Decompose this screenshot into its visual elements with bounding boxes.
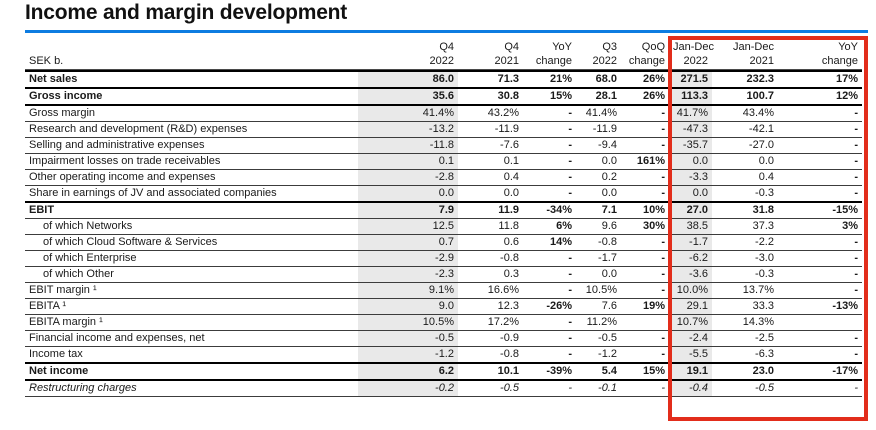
value-cell: 10.1 [458,364,523,381]
unit-label: SEK b. [25,38,358,70]
value-cell: -0.3 [712,186,778,203]
value-cell: - [621,186,669,203]
row-label: of which Other [25,267,358,283]
table-row [25,138,862,154]
value-cell: -15% [778,203,862,219]
row-label: of which Enterprise [25,251,358,267]
row-label: Restructuring charges [25,381,358,397]
table-row [25,347,862,364]
row-label: Gross income [25,89,358,106]
value-cell: 0.0 [669,186,712,203]
table-row [25,203,862,219]
value-cell: -27.0 [712,138,778,154]
row-label: Gross margin [25,106,358,122]
value-cell: 12% [778,89,862,106]
value-cell: -0.8 [458,251,523,267]
value-cell: 0.0 [458,186,523,203]
value-cell: - [621,235,669,251]
column-header: YoY change [778,38,862,70]
value-cell: -5.5 [669,347,712,364]
value-cell: -0.5 [712,381,778,397]
value-cell: 19% [621,299,669,315]
value-cell: 0.0 [712,154,778,170]
value-cell: -2.4 [669,331,712,347]
value-cell: -11.9 [576,122,621,138]
value-cell: 0.4 [458,170,523,186]
value-cell: - [621,106,669,122]
value-cell: 41.4% [576,106,621,122]
column-header: YoY change [523,38,576,70]
value-cell: 0.1 [358,154,458,170]
value-cell: - [778,154,862,170]
column-header: Q4 2022 [358,38,458,70]
value-cell: -17% [778,364,862,381]
value-cell: - [778,235,862,251]
value-cell: 10% [621,203,669,219]
value-cell: 0.0 [576,267,621,283]
value-cell: 15% [621,364,669,381]
value-cell: 14.3% [712,315,778,331]
table-row [25,251,862,267]
value-cell: -26% [523,299,576,315]
value-cell: 6% [523,219,576,235]
value-cell: - [778,122,862,138]
value-cell: -0.1 [576,381,621,397]
table-row [25,122,862,138]
value-cell: - [621,122,669,138]
table-row [25,106,862,122]
value-cell: 6.2 [358,364,458,381]
value-cell: 30.8 [458,89,523,106]
column-header: QoQ change [621,38,669,70]
value-cell: 5.4 [576,364,621,381]
value-cell: 0.2 [576,170,621,186]
value-cell: -1.7 [576,251,621,267]
value-cell: - [523,138,576,154]
value-cell: - [621,251,669,267]
value-cell: 0.3 [458,267,523,283]
value-cell: -2.8 [358,170,458,186]
row-label: EBIT [25,203,358,219]
value-cell: - [621,331,669,347]
value-cell: - [621,170,669,186]
row-label: Income tax [25,347,358,364]
value-cell: 41.4% [358,106,458,122]
value-cell: 14% [523,235,576,251]
table-row [25,235,862,251]
value-cell: 7.1 [576,203,621,219]
value-cell: 0.1 [458,154,523,170]
row-label: EBIT margin ¹ [25,283,358,299]
value-cell: -35.7 [669,138,712,154]
value-cell [778,315,862,331]
value-cell: -6.3 [712,347,778,364]
row-label: EBITA ¹ [25,299,358,315]
value-cell: 15% [523,89,576,106]
value-cell: - [523,122,576,138]
value-cell: 232.3 [712,70,778,89]
table-row [25,283,862,299]
value-cell: - [778,381,862,397]
value-cell: - [778,251,862,267]
value-cell: -0.3 [712,267,778,283]
value-cell: - [523,283,576,299]
value-cell: 0.0 [576,186,621,203]
value-cell: 9.1% [358,283,458,299]
value-cell: - [778,331,862,347]
table-row [25,381,862,397]
value-cell: -2.2 [712,235,778,251]
value-cell: 41.7% [669,106,712,122]
row-label: of which Cloud Software & Services [25,235,358,251]
value-cell: -0.9 [458,331,523,347]
value-cell: -13.2 [358,122,458,138]
value-cell: - [523,267,576,283]
row-label: Share in earnings of JV and associated companies [25,186,358,203]
table-row [25,331,862,347]
value-cell: 11.9 [458,203,523,219]
value-cell: - [778,106,862,122]
value-cell: 7.9 [358,203,458,219]
row-label: Net income [25,364,358,381]
value-cell: - [621,283,669,299]
page-title: Income and margin development [25,1,348,24]
value-cell: 37.3 [712,219,778,235]
table-row [25,70,862,89]
value-cell: 271.5 [669,70,712,89]
value-cell: 9.6 [576,219,621,235]
value-cell: - [621,138,669,154]
value-cell: - [778,347,862,364]
value-cell: 12.3 [458,299,523,315]
value-cell: - [523,315,576,331]
value-cell: 71.3 [458,70,523,89]
value-cell: 10.7% [669,315,712,331]
row-label: Impairment losses on trade receivables [25,154,358,170]
income-margin-table [25,38,862,397]
value-cell: 0.0 [669,154,712,170]
value-cell: 11.8 [458,219,523,235]
table-row [25,170,862,186]
value-cell: 27.0 [669,203,712,219]
value-cell: -2.9 [358,251,458,267]
value-cell: -9.4 [576,138,621,154]
value-cell: - [523,347,576,364]
value-cell: - [523,331,576,347]
value-cell: -0.8 [458,347,523,364]
value-cell: 68.0 [576,70,621,89]
table-row [25,364,862,381]
row-label: Financial income and expenses, net [25,331,358,347]
table-header-row [25,38,862,70]
title-underline [25,30,868,33]
value-cell: -0.4 [669,381,712,397]
value-cell: 38.5 [669,219,712,235]
table-row [25,299,862,315]
value-cell: 26% [621,70,669,89]
value-cell: 0.0 [576,154,621,170]
value-cell: - [621,381,669,397]
value-cell: 9.0 [358,299,458,315]
value-cell: - [523,106,576,122]
value-cell: -0.5 [576,331,621,347]
value-cell: 0.4 [712,170,778,186]
value-cell: -42.1 [712,122,778,138]
value-cell: 43.4% [712,106,778,122]
value-cell: - [621,267,669,283]
value-cell: 100.7 [712,89,778,106]
value-cell: 13.7% [712,283,778,299]
value-cell: -3.0 [712,251,778,267]
value-cell: -0.5 [358,331,458,347]
value-cell: - [778,170,862,186]
value-cell: -1.7 [669,235,712,251]
row-label: of which Networks [25,219,358,235]
value-cell: - [621,347,669,364]
value-cell: 11.2% [576,315,621,331]
value-cell: 3% [778,219,862,235]
value-cell: - [523,170,576,186]
value-cell: 33.3 [712,299,778,315]
value-cell: 10.5% [576,283,621,299]
value-cell: - [778,138,862,154]
value-cell: 29.1 [669,299,712,315]
column-header: Q4 2021 [458,38,523,70]
column-header: Jan-Dec 2022 [669,38,712,70]
value-cell: -1.2 [576,347,621,364]
value-cell: 26% [621,89,669,106]
value-cell [621,315,669,331]
table-row [25,315,862,331]
value-cell: -34% [523,203,576,219]
value-cell: 0.7 [358,235,458,251]
value-cell: - [523,154,576,170]
value-cell: 12.5 [358,219,458,235]
value-cell: -11.8 [358,138,458,154]
value-cell: 31.8 [712,203,778,219]
value-cell: 10.0% [669,283,712,299]
value-cell: 0.0 [358,186,458,203]
row-label: Net sales [25,70,358,89]
table-row [25,154,862,170]
value-cell: 16.6% [458,283,523,299]
value-cell: 17.2% [458,315,523,331]
value-cell: - [523,381,576,397]
value-cell: 43.2% [458,106,523,122]
column-header: Jan-Dec 2021 [712,38,778,70]
value-cell: -3.3 [669,170,712,186]
value-cell: -0.5 [458,381,523,397]
value-cell: 113.3 [669,89,712,106]
table-row [25,267,862,283]
value-cell: 30% [621,219,669,235]
table-row [25,186,862,203]
row-label: EBITA margin ¹ [25,315,358,331]
value-cell: 21% [523,70,576,89]
value-cell: 161% [621,154,669,170]
value-cell: -11.9 [458,122,523,138]
value-cell: -0.2 [358,381,458,397]
row-label: Other operating income and expenses [25,170,358,186]
value-cell: -3.6 [669,267,712,283]
value-cell: 10.5% [358,315,458,331]
value-cell: -6.2 [669,251,712,267]
value-cell: -13% [778,299,862,315]
table-row [25,89,862,106]
column-header: Q3 2022 [576,38,621,70]
value-cell: - [778,283,862,299]
value-cell: - [523,186,576,203]
value-cell: 86.0 [358,70,458,89]
table-row [25,219,862,235]
value-cell: 35.6 [358,89,458,106]
value-cell: -7.6 [458,138,523,154]
row-label: Research and development (R&D) expenses [25,122,358,138]
value-cell: 0.6 [458,235,523,251]
value-cell: 7.6 [576,299,621,315]
value-cell: 17% [778,70,862,89]
value-cell: -39% [523,364,576,381]
value-cell: - [778,186,862,203]
value-cell: -2.3 [358,267,458,283]
value-cell: -2.5 [712,331,778,347]
value-cell: - [778,267,862,283]
value-cell: -1.2 [358,347,458,364]
value-cell: -47.3 [669,122,712,138]
value-cell: 28.1 [576,89,621,106]
value-cell: -0.8 [576,235,621,251]
row-label: Selling and administrative expenses [25,138,358,154]
value-cell: 23.0 [712,364,778,381]
value-cell: 19.1 [669,364,712,381]
value-cell: - [523,251,576,267]
